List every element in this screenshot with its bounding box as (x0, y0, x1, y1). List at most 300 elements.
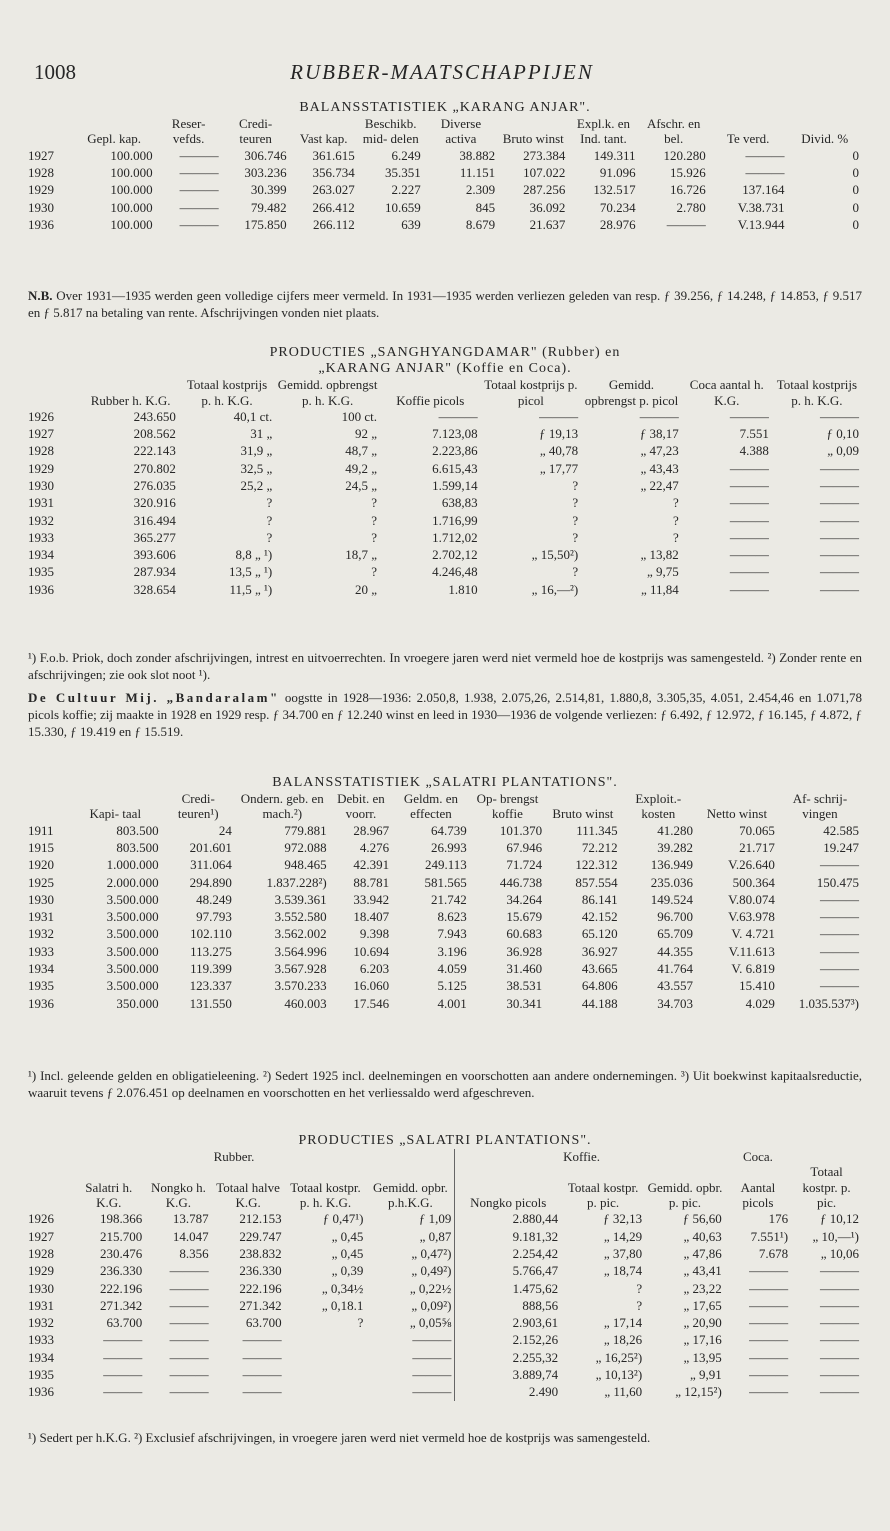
salatri-production-section (28, 1133, 862, 1401)
table-cell: 65.709 (657, 926, 693, 942)
table-cell: 270.802 (133, 460, 176, 476)
table-cell: 888,56 (455, 1297, 561, 1314)
table-cell: 236.330 (239, 1263, 282, 1279)
row-year: 1936 (28, 581, 54, 597)
table-cell: ——— (729, 495, 769, 511)
row-year: 1934 (28, 1349, 54, 1365)
table-cell: ——— (242, 1332, 282, 1348)
table-cell: 70.065 (739, 822, 775, 838)
col-header: Gemidd. opbr. p.h.K.G. (373, 1179, 448, 1211)
table-cell: ——— (412, 1384, 452, 1400)
table-cell: 16.726 (670, 182, 706, 198)
row-year: 1928 (28, 443, 54, 459)
table-cell: „ 0,47²) (411, 1245, 452, 1261)
table-cell: 44.355 (657, 943, 693, 959)
col-header: Op- brengst koffie (476, 791, 539, 822)
table-cell (285, 1331, 367, 1348)
row-year: 1935 (28, 978, 54, 994)
table-cell: „ 0,09 (827, 443, 859, 459)
table-row (28, 1383, 862, 1400)
row-year: 1935 (28, 564, 54, 580)
table-cell: ——— (169, 1280, 209, 1296)
table-row (28, 960, 862, 977)
table-cell: 175.850 (244, 216, 287, 232)
col-header: Koffie picols (396, 392, 465, 408)
table-cell: 42.585 (823, 822, 859, 838)
table-cell: 88.781 (353, 874, 390, 890)
col-header: Credi- teuren¹) (177, 791, 219, 822)
table-cell: 64.806 (581, 978, 618, 994)
table-cell: 6.615,43 (432, 460, 478, 476)
row-year: 1927 (28, 1228, 54, 1244)
table-cell: 7.678 (758, 1245, 789, 1261)
salatri-notes (28, 1068, 862, 1102)
table-cell: 803.500 (116, 822, 159, 838)
table-row (28, 1210, 862, 1227)
table-cell: 3.500.000 (106, 926, 159, 942)
table-cell: 581.565 (424, 874, 467, 890)
table-cell: ƒ 0,47¹) (322, 1211, 364, 1227)
table-cell: 1.810 (448, 581, 478, 597)
table-cell: „ 18,74 (603, 1263, 643, 1279)
table-cell: ——— (729, 477, 769, 493)
table-cell: 350.000 (116, 995, 159, 1011)
table-cell: 65.120 (581, 926, 618, 942)
table-cell: ——— (438, 408, 478, 424)
table-cell: 41.764 (657, 961, 693, 976)
salatri-production-title: PRODUCTIES „SALATRI PLANTATIONS". (298, 1133, 592, 1148)
table-cell: „ 17,14 (603, 1315, 643, 1331)
col-header: Expl.k. en Ind. tant. (576, 116, 630, 147)
footnote-text: ¹) Incl. geleende gelden en obligatieleening. ²) Sedert 1925 incl. deelnemingen en voorschotten aan andere ondernemingen. ³) Uit boekwinst kapitaalsreductie, waaruit tevens ƒ 2.076.451 op deelnamen en voorschotten en het verliessaldo werd afgeschreven. (28, 1068, 862, 1100)
table-cell: ? (636, 1280, 643, 1296)
running-title: RUBBER-MAATSCHAPPIJEN (290, 60, 594, 84)
table-cell: ——— (820, 460, 859, 476)
running-header (34, 60, 850, 86)
row-year: 1928 (28, 165, 54, 181)
col-header: Diverse activa (440, 116, 482, 147)
table-cell: ——— (179, 182, 219, 198)
row-year: 1926 (28, 408, 54, 424)
salatri-balance-body (28, 822, 862, 1012)
table-cell: 2.702,12 (432, 547, 478, 563)
table-cell: ——— (412, 1366, 452, 1382)
table-cell: 0 (852, 165, 859, 181)
col-header (28, 116, 73, 147)
table-cell: 32,5 „ (240, 460, 273, 476)
table-cell: 7.943 (437, 926, 467, 942)
table-cell: 21.637 (529, 216, 566, 232)
table-cell: 3.570.233 (274, 978, 327, 994)
table-cell: 446.738 (499, 874, 543, 890)
table-cell: 287.256 (523, 182, 566, 198)
row-year: 1931 (28, 495, 54, 511)
col-header: Gemidd. opbrengst p. picol (584, 377, 679, 408)
footnote-text: ¹) F.o.b. Priok, doch zonder afschrijvingen, intrest en uitvoerrechten. In vroegere jaren werd niet vermeld hoe de kostprijs was samengesteld. ²) Zonder rente en afschrijvingen; zie ook slot noot ¹). (28, 650, 862, 682)
col-header (28, 1164, 72, 1210)
table-cell: ——— (749, 1349, 789, 1365)
table-cell: 303.236 (244, 165, 287, 181)
table-cell: 70.234 (599, 199, 636, 215)
table-cell: 857.554 (575, 874, 618, 890)
row-year: 1911 (28, 822, 54, 838)
table-cell: 311.064 (190, 857, 232, 873)
table-cell: 149.524 (650, 891, 693, 907)
table-cell: 79.482 (250, 199, 287, 215)
table-cell: „ 20,90 (683, 1315, 722, 1331)
table-cell: ——— (749, 1384, 789, 1400)
table-row (28, 546, 862, 563)
col-header: Gemidd. opbrengst p. h. K.G. (277, 377, 378, 408)
table-cell: ——— (639, 408, 679, 424)
table-cell: 2.255,32 (455, 1349, 561, 1366)
table-cell: 271.342 (239, 1297, 282, 1313)
table-cell: 2.880,44 (455, 1210, 561, 1227)
col-header: Bruto winst (502, 131, 564, 147)
table-cell: 294.890 (189, 874, 232, 890)
table-cell: 11.151 (459, 165, 496, 181)
table-cell: 229.747 (239, 1228, 282, 1244)
row-year: 1931 (28, 909, 54, 925)
table-row (28, 216, 862, 233)
table-cell: 34.264 (506, 891, 543, 907)
table-cell: ——— (749, 1280, 789, 1296)
table-cell: 9.398 (359, 926, 390, 942)
col-header: Af- schrij- vingen (792, 791, 848, 822)
table-cell: „ 12,15²) (675, 1384, 722, 1400)
col-header: Nongko picols (455, 1164, 561, 1210)
table-cell: ——— (103, 1384, 143, 1400)
table-cell: 6.249 (391, 147, 421, 163)
table-cell: 3.196 (437, 943, 467, 959)
table-cell: ——— (820, 1384, 859, 1400)
row-year: 1932 (28, 512, 54, 528)
col-header: Aantal picols (740, 1179, 776, 1211)
table-cell: 8,8 „ ¹) (235, 547, 273, 563)
table-header-row (28, 116, 862, 147)
table-row (28, 1349, 862, 1366)
row-year: 1927 (28, 426, 54, 442)
table-cell: ? (371, 495, 378, 511)
cultuur-note (28, 690, 862, 741)
table-cell: ——— (729, 581, 769, 597)
table-cell: ƒ 19,13 (539, 426, 579, 442)
col-header: Afschr. en bel. (646, 116, 701, 147)
table-cell: „ 0,87 (419, 1228, 452, 1244)
table-cell: „ 13,82 (640, 547, 679, 563)
table-cell: „ 43,41 (683, 1263, 722, 1279)
group-rubber: Rubber. (213, 1149, 255, 1165)
table-cell (285, 1383, 367, 1400)
table-cell: 266.412 (312, 199, 355, 215)
table-row (28, 995, 862, 1012)
table-cell: 8.679 (465, 216, 496, 232)
row-year: 1934 (28, 547, 54, 563)
table-cell: 100.000 (110, 165, 153, 181)
table-cell: 34.703 (657, 995, 693, 1011)
table-cell: ƒ 1,09 (418, 1211, 452, 1227)
row-year: 1932 (28, 1315, 54, 1331)
table-cell: „ 40,63 (683, 1228, 722, 1244)
table-row (28, 1314, 862, 1331)
table-cell: 113.275 (190, 943, 232, 959)
table-cell: „ 9,91 (690, 1366, 722, 1382)
row-year: 1933 (28, 943, 54, 959)
table-cell: 2.152,26 (455, 1331, 561, 1348)
table-cell: „ 16,25²) (595, 1349, 643, 1365)
table-cell: ——— (749, 1332, 789, 1348)
table-cell: 393.606 (133, 547, 176, 563)
table-cell: 44.188 (581, 995, 618, 1011)
table-cell: 198.366 (99, 1211, 143, 1227)
table-cell: „ 0,18.1 (321, 1297, 364, 1313)
table-cell: 7.551 (739, 426, 769, 442)
table-cell: ? (572, 495, 579, 511)
table-cell: 2.309 (465, 182, 496, 198)
salatri-balance-title: BALANSSTATISTIEK „SALATRI PLANTATIONS". (272, 775, 618, 790)
table-cell: 2.254,42 (455, 1245, 561, 1262)
table-cell: 238.832 (239, 1245, 282, 1261)
table-cell: 100.000 (110, 182, 153, 198)
table-cell: 25,2 „ (240, 477, 273, 493)
table-cell: ——— (820, 891, 859, 907)
table-cell: 48,7 „ (345, 443, 378, 459)
table-cell: ——— (729, 408, 769, 424)
table-cell: 122.312 (575, 857, 618, 873)
table-cell: 86.141 (581, 891, 618, 907)
table-cell: 26.993 (430, 840, 467, 856)
table-cell: 17.546 (353, 995, 390, 1011)
table-cell: „ 43,43 (640, 460, 679, 476)
table-cell: ——— (169, 1366, 209, 1382)
table-cell: 3.567.928 (274, 961, 327, 976)
table-cell: V.80.074 (728, 891, 775, 907)
row-year: 1936 (28, 995, 54, 1011)
col-header: Totaal kostpr. p. pic. (802, 1164, 851, 1211)
table-cell: ——— (179, 147, 219, 163)
table-cell: 38.882 (459, 147, 496, 163)
table-cell: „ 22,47 (640, 477, 679, 493)
table-cell: 24,5 „ (345, 477, 378, 493)
table-row (28, 181, 862, 198)
table-cell: 10.659 (384, 199, 421, 215)
table-cell: ——— (103, 1349, 143, 1365)
table-cell: „ 37,80 (603, 1245, 643, 1261)
col-header: Rubber h. K.G. (90, 392, 171, 408)
page-number: 1008 (34, 60, 76, 84)
col-header: Coca aantal h. K.G. (689, 377, 764, 408)
table-cell: ——— (103, 1332, 143, 1348)
sangh-notes (28, 650, 862, 684)
table-cell: ——— (242, 1366, 282, 1382)
table-cell: ? (371, 564, 378, 580)
row-year: 1932 (28, 926, 54, 942)
table-cell: 100 ct. (341, 408, 378, 424)
table-cell: 1.000.000 (106, 857, 159, 873)
table-cell: 287.934 (133, 564, 176, 580)
table-cell: ——— (820, 1280, 859, 1296)
table-cell: ——— (820, 512, 859, 528)
table-cell: „ 0,22½ (409, 1280, 452, 1296)
table-cell: 63.700 (106, 1315, 143, 1331)
table-cell: 102.110 (190, 926, 232, 942)
table-row (28, 1297, 862, 1314)
table-cell: ——— (820, 1349, 859, 1365)
table-cell: 235.036 (650, 874, 693, 890)
table-cell: 4.029 (745, 995, 775, 1011)
table-cell: 100.000 (110, 147, 153, 163)
table-cell: 21.717 (739, 840, 775, 856)
table-cell: 36.928 (506, 943, 543, 959)
table-cell: ? (672, 512, 679, 528)
table-cell: V. 6.819 (731, 961, 775, 976)
row-year: 1920 (28, 857, 54, 873)
table-row (28, 1262, 862, 1279)
table-cell: ——— (179, 199, 219, 215)
col-header: Totaal kostpr. p. pic. (567, 1179, 639, 1211)
table-cell: 150.475 (816, 874, 859, 890)
table-cell: 243.650 (133, 408, 176, 424)
table-cell: 0 (852, 216, 859, 232)
table-cell: 779.881 (284, 822, 327, 838)
table-cell: 30.341 (506, 995, 543, 1011)
table-cell: 3.500.000 (106, 943, 159, 959)
table-cell: 230.476 (99, 1245, 143, 1261)
table-cell: 24 (218, 822, 232, 838)
row-year: 1929 (28, 460, 54, 476)
col-header: Vast kap. (299, 131, 348, 147)
table-cell: „ 9,75 (646, 564, 679, 580)
table-cell: 33.942 (353, 891, 390, 907)
table-cell: ƒ 56,60 (682, 1211, 722, 1227)
table-cell: 72.212 (581, 840, 618, 856)
table-cell: ——— (666, 216, 706, 232)
table-cell: „ 10,—¹) (812, 1228, 859, 1244)
table-cell: 13,5 „ ¹) (229, 564, 273, 580)
table-cell: ——— (820, 926, 859, 942)
table-cell: „ 11,84 (640, 581, 679, 597)
table-cell: 176 (768, 1211, 789, 1227)
table-cell: 11,5 „ ¹) (229, 581, 273, 597)
table-cell: 21.742 (430, 891, 467, 907)
table-cell: ——— (729, 529, 769, 545)
table-cell: „ 13,95 (683, 1349, 722, 1365)
table-cell: 328.654 (133, 581, 176, 597)
table-cell: ? (572, 564, 579, 580)
sangh-production-section (28, 345, 862, 598)
table-cell: 4.276 (359, 840, 390, 856)
col-header: Bruto winst (552, 806, 614, 822)
table-row (28, 408, 862, 425)
table-cell: 271.342 (99, 1297, 143, 1313)
table-cell: ? (357, 1315, 364, 1331)
table-cell: 131.550 (189, 995, 232, 1011)
table-cell: 4.246,48 (432, 564, 478, 580)
table-cell: 49,2 „ (345, 460, 378, 476)
table-cell: 236.330 (99, 1263, 143, 1279)
table-cell: „ 23,22 (683, 1280, 722, 1296)
table-cell: 107.022 (523, 165, 566, 181)
table-cell: 2.000.000 (106, 874, 159, 890)
table-cell: ——— (169, 1349, 209, 1365)
table-cell: 63.700 (245, 1315, 282, 1331)
row-year: 1927 (28, 147, 54, 163)
footnote-text: ¹) Sedert per h.K.G. ²) Exclusief afschrijvingen, in vroegere jaren werd niet vermeld hoe de kostprijs was samengesteld. (28, 1430, 651, 1445)
table-cell: ? (672, 495, 679, 511)
table-cell: ——— (820, 495, 859, 511)
table-cell: 0 (852, 147, 859, 163)
table-cell: V. 4.721 (731, 926, 775, 942)
table-cell: 460.003 (284, 995, 327, 1011)
table-cell: 249.113 (424, 857, 467, 873)
table-row (28, 164, 862, 181)
table-cell: 3.500.000 (106, 909, 159, 925)
table-cell: 948.465 (284, 857, 327, 873)
note-lead: N.B. (28, 288, 53, 303)
table-cell: 803.500 (116, 840, 159, 856)
sangh-title-line2: „KARANG ANJAR" (Koffie en Coca). (318, 361, 572, 377)
table-row (28, 1245, 862, 1262)
table-row (28, 891, 862, 908)
table-cell: 273.384 (523, 147, 566, 163)
table-cell: ——— (820, 564, 859, 580)
col-header: Totaal kostpr. p. h. K.G. (290, 1179, 361, 1211)
table-cell: 2.903,61 (455, 1314, 561, 1331)
table-cell: 276.035 (133, 477, 176, 493)
table-cell: ƒ 32,13 (603, 1211, 643, 1227)
table-cell: 2.490 (455, 1383, 561, 1400)
table-row (28, 1366, 862, 1383)
salatri-balance-table (28, 791, 862, 1012)
row-year: 1930 (28, 1280, 54, 1296)
table-cell: 97.793 (196, 909, 232, 925)
col-header: Nongko h. K.G. (150, 1179, 206, 1211)
table-cell: ——— (729, 564, 769, 580)
table-cell: „ 0,34½ (321, 1280, 364, 1296)
table-cell: 222.196 (99, 1280, 143, 1296)
table-cell: 132.517 (593, 182, 636, 198)
col-header: Reser- vefds. (171, 116, 206, 147)
table-cell: 36.927 (581, 943, 618, 959)
table-cell: 5.125 (437, 978, 467, 994)
sangh-title-line1: PRODUCTIES „SANGHYANGDAMAR" (Rubber) en (269, 345, 621, 360)
table-row (28, 839, 862, 856)
table-cell: 14.047 (172, 1228, 209, 1244)
table-cell: ? (266, 512, 273, 528)
row-year: 1931 (28, 1297, 54, 1313)
row-year: 1935 (28, 1366, 54, 1382)
table-cell: 41.280 (657, 822, 693, 838)
table-cell: ——— (103, 1366, 143, 1382)
col-header: Netto winst (706, 806, 768, 822)
table-row (28, 477, 862, 494)
table-cell: ? (672, 529, 679, 545)
table-cell: ——— (179, 165, 219, 181)
table-cell: ? (572, 529, 579, 545)
table-cell: ? (371, 529, 378, 545)
table-cell: 8.623 (437, 909, 467, 925)
company-name: De Cultuur Mij. „Bandaralam" (28, 690, 280, 705)
table-cell: „ 0,45 (331, 1228, 364, 1244)
table-cell: ——— (169, 1332, 209, 1348)
table-cell: 64.739 (430, 822, 467, 838)
table-cell: „ 40,78 (539, 443, 579, 459)
group-coca: Coca. (742, 1149, 773, 1165)
col-header: Credi- teuren (239, 116, 273, 147)
table-cell: 31,9 „ (240, 443, 273, 459)
table-cell: „ 47,23 (640, 443, 679, 459)
row-year: 1929 (28, 1263, 54, 1279)
